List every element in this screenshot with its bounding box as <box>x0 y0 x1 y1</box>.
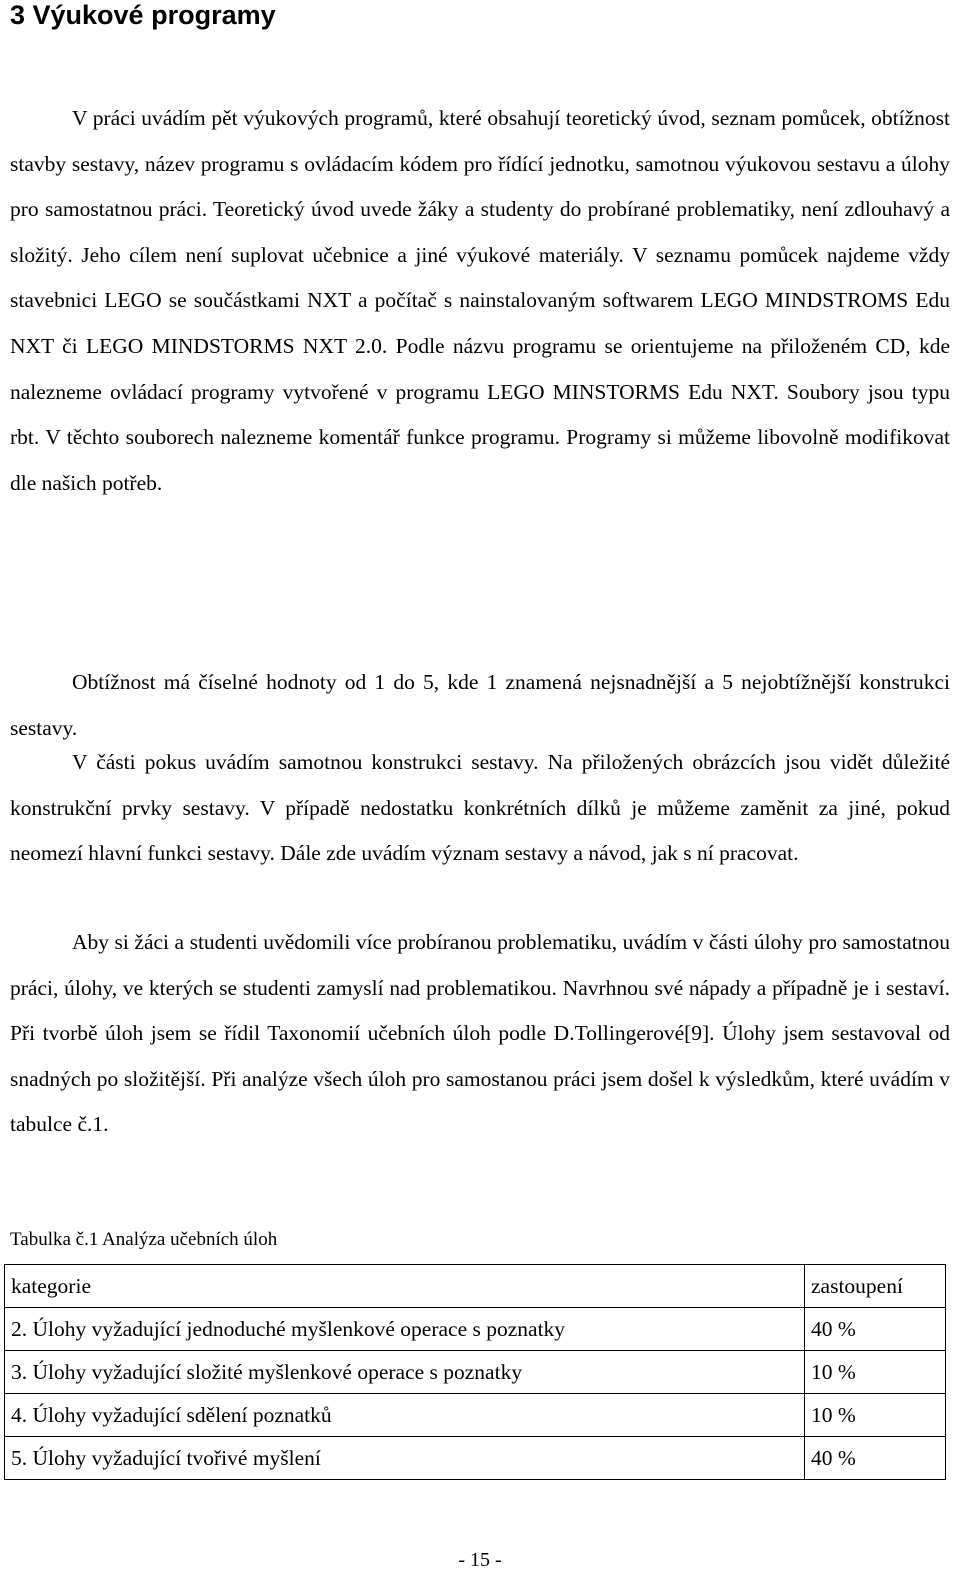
share-cell: 40 % <box>805 1437 946 1480</box>
table-header-row <box>5 1265 946 1308</box>
category-cell: 3. Úlohy vyžadující složité myšlenkové operace s poznatky <box>5 1351 805 1394</box>
share-cell: 10 % <box>805 1394 946 1437</box>
paragraph-tasks: Aby si žáci a studenti uvědomili více probíranou problematiku, uvádím v části úlohy pro samostatnou práci, úlohy, ve kterých se studenti zamyslí nad problematikou. Navrhnou své nápady a případně je i sestaví. Při tvorbě úloh jsem se řídil Taxonomií učebních úloh podle D.Tollingerové[9]. Úlohy jsem sestavoval od snadných po složitější. Při analýze všech úloh pro samostanou práci jsem došel k výsledkům, které uvádím v tabulce č.1. <box>10 930 950 1137</box>
share-cell: 10 % <box>805 1351 946 1394</box>
table-caption: Tabulka č.1 Analýza učebních úloh <box>10 1229 278 1250</box>
table-row <box>5 1437 946 1480</box>
analysis-table <box>4 1264 946 1480</box>
paragraph-difficulty: Obtížnost má číselné hodnoty od 1 do 5, kde 1 znamená nejsnadnější a 5 nejobtížnější konstrukci sestavy. <box>10 670 950 740</box>
category-cell: 5. Úlohy vyžadující tvořivé myšlení <box>5 1437 805 1480</box>
paragraph-experiment: V části pokus uvádím samotnou konstrukci sestavy. Na přiložených obrázcích jsou vidět důležité konstrukční prvky sestavy. V případě nedostatku konkrétních dílků je můžeme zaměnit za jiné, pokud neomezí hlavní funkci sestavy. Dále zde uvádím význam sestavy a návod, jak s ní pracovat. <box>10 750 950 866</box>
category-cell: 2. Úlohy vyžadující jednoduché myšlenkové operace s poznatky <box>5 1308 805 1351</box>
table-row <box>5 1394 946 1437</box>
page-number: - 15 - <box>458 1549 502 1571</box>
header-cell-share: zastoupení <box>805 1265 946 1308</box>
category-cell: 4. Úlohy vyžadující sdělení poznatků <box>5 1394 805 1437</box>
table-row <box>5 1351 946 1394</box>
table-row <box>5 1308 946 1351</box>
paragraph-intro: V práci uvádím pět výukových programů, které obsahují teoretický úvod, seznam pomůcek, obtížnost stavby sestavy, název programu s ovládacím kódem pro řídící jednotku, samotnou výukovou sestavu a úlohy pro samostatnou práci. Teoretický úvod uvede žáky a studenty do probírané problematiky, není zdlouhavý a složitý. Jeho cílem není suplovat učebnice a jiné výukové materiály. V seznamu pomůcek najdeme vždy stavebnici LEGO se součástkami NXT a počítač s nainstalovaným softwarem LEGO MINDSTROMS Edu NXT či LEGO MINDSTORMS NXT 2.0. Podle názvu programu se orientujeme na přiloženém CD, kde nalezneme ovládací programy vytvořené v programu LEGO MINSTORMS Edu NXT. Soubory jsou typu rbt. V těchto souborech nalezneme komentář funkce programu. Programy si můžeme libovolně modifikovat dle našich potřeb. <box>10 106 950 495</box>
section-heading: 3 Výukové programy <box>10 0 276 30</box>
header-cell-category: kategorie <box>5 1265 805 1308</box>
share-cell: 40 % <box>805 1308 946 1351</box>
